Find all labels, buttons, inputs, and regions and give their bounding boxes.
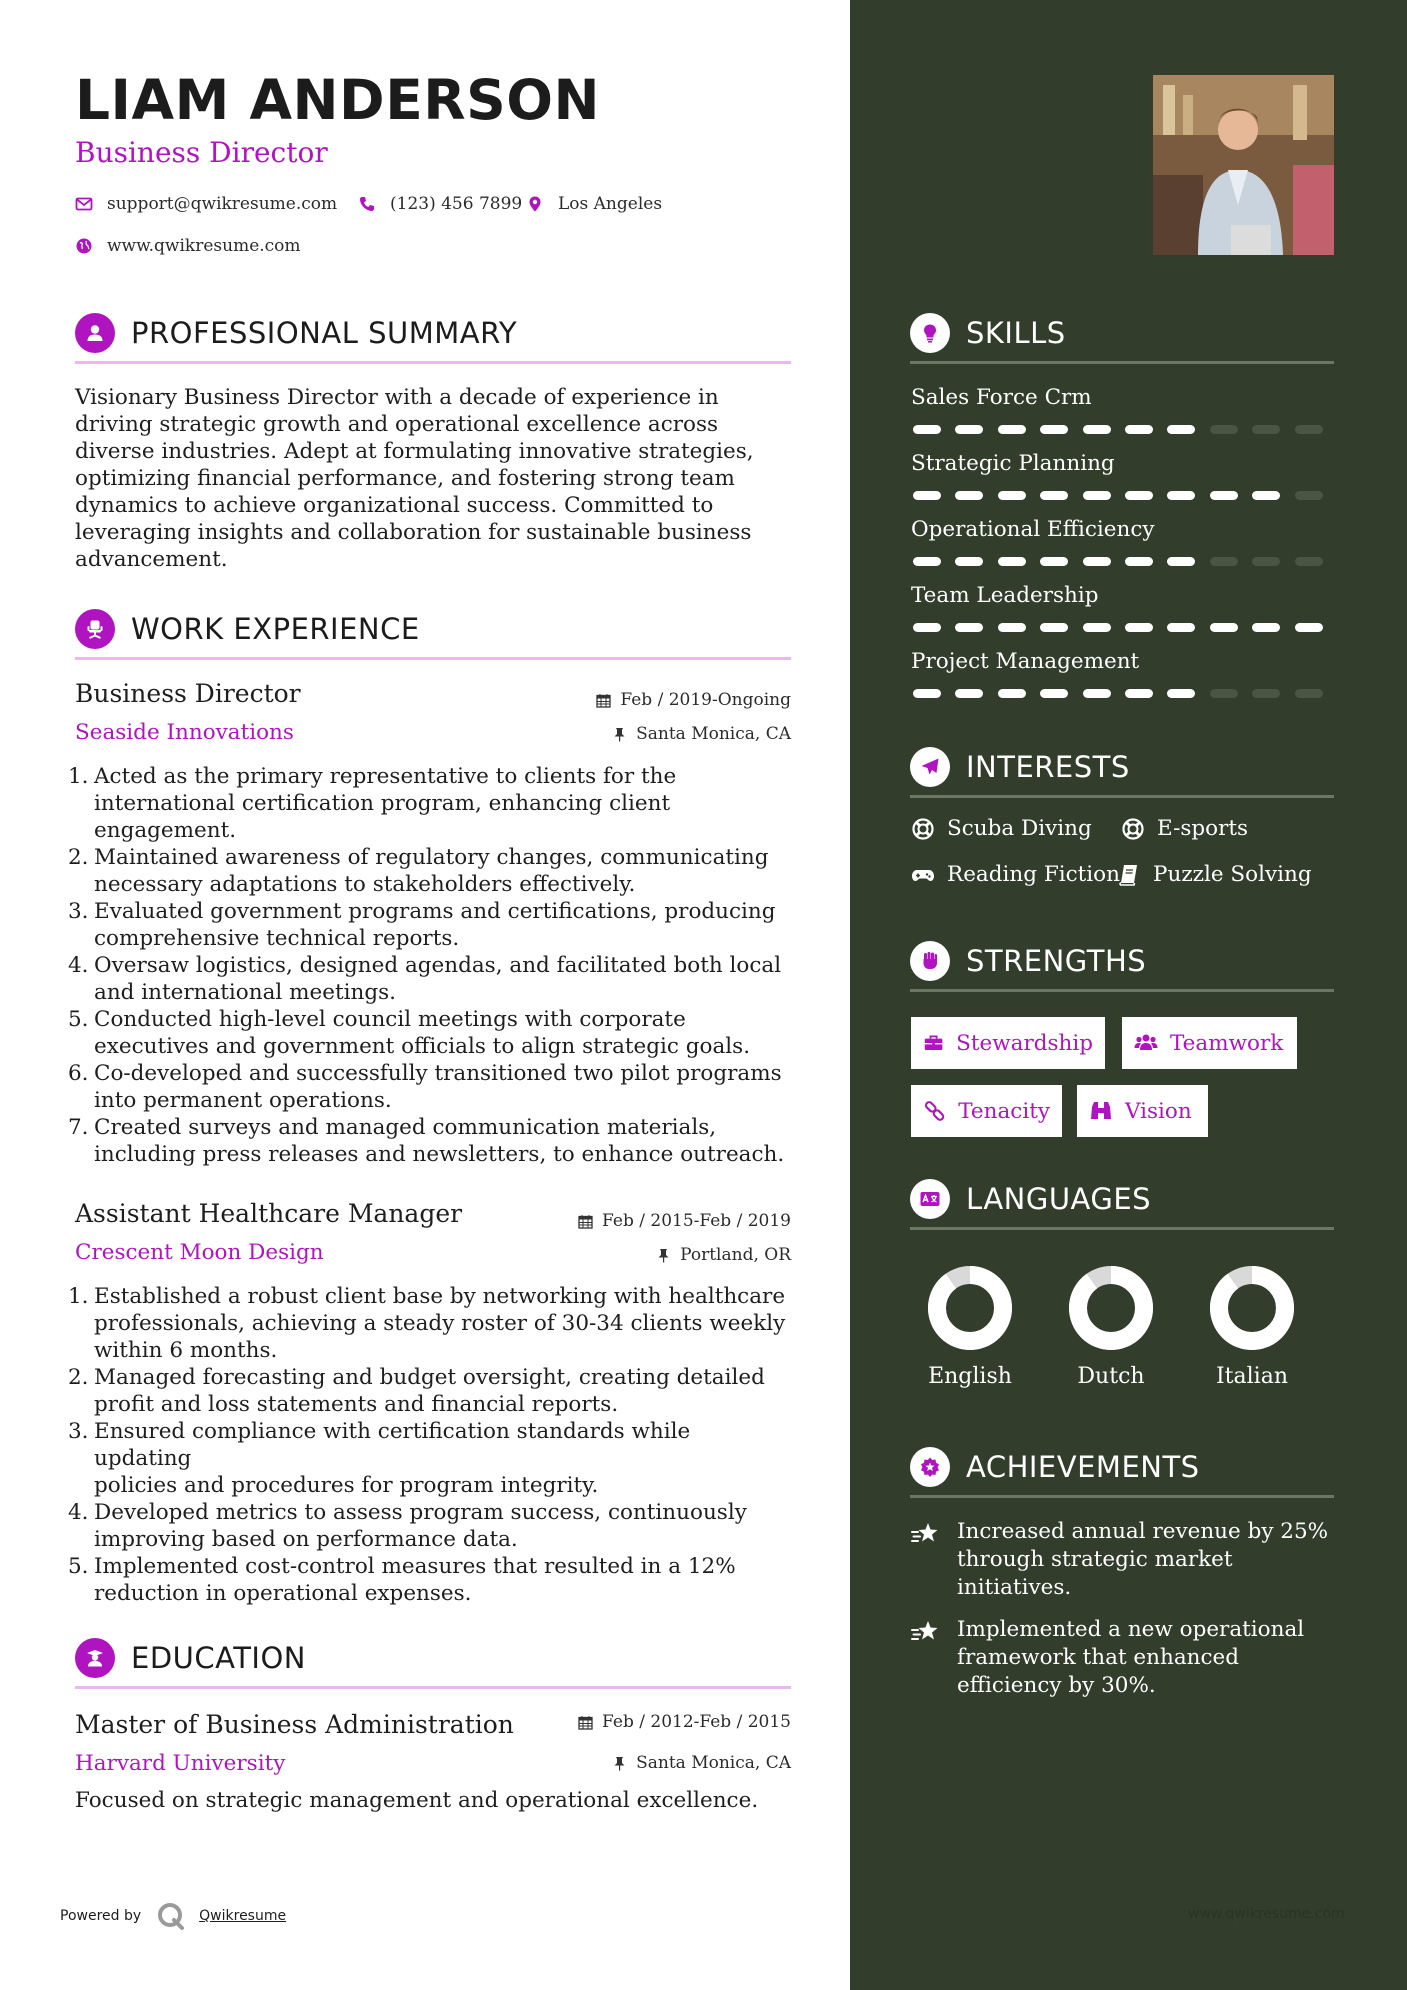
skill-dash-filled [1125,491,1153,500]
footer-url[interactable]: www.qwikresume.com [1188,1906,1345,1922]
list-number: 4. [68,953,89,978]
summary-line: leveraging insights and collaboration for sustainable business [75,520,752,545]
list-line: comprehensive technical reports. [94,926,460,951]
skill-dash-empty [1252,425,1280,434]
skill-name: Operational Efficiency [911,517,1155,542]
list-number: 3. [68,899,89,924]
language-icon [910,1179,950,1219]
list-item [68,1006,791,1060]
job-dates-text: Feb / 2019-Ongoing [620,690,791,710]
skill-dash-filled [1210,491,1238,500]
language-ring-fill [1219,1275,1285,1341]
list-item [68,952,791,1006]
list-number: 4. [68,1500,89,1525]
language-item [1197,1265,1307,1389]
skill-bar [911,491,1335,501]
skill-dash-filled [1252,491,1280,500]
interest-label: Scuba Diving [947,816,1092,841]
lifebuoy-icon [911,817,935,841]
skill-dash-empty [1295,425,1323,434]
skill-dash-empty [1252,689,1280,698]
skill-dash-filled [913,623,941,632]
users-icon [1134,1031,1158,1055]
candidate-name: LIAM ANDERSON [75,68,601,132]
list-item [68,844,791,898]
shooting-star-icon [911,1618,941,1646]
education-heading [75,1637,791,1689]
job-location [656,1245,791,1265]
list-line: Oversaw logistics, designed agendas, and facilitated both local [94,953,782,978]
skill-dash-filled [1125,557,1153,566]
list-line: and international meetings. [94,980,396,1005]
summary-heading [75,312,791,364]
education-school: Harvard University [75,1751,286,1776]
job-dates [596,690,791,710]
education-degree: Master of Business Administration [75,1710,514,1739]
skill-dash-filled [1167,425,1195,434]
phone-text: (123) 456 7899 [390,194,523,214]
contact-website[interactable] [75,236,301,256]
list-item [68,1418,791,1499]
list-number: 1. [68,1284,89,1309]
strength-tag [1077,1085,1208,1137]
achievements-heading-text: ACHIEVEMENTS [966,1449,1200,1484]
skill-bar [911,689,1335,699]
skill-dash-empty [1210,689,1238,698]
experience-heading [75,608,791,660]
globe-icon [75,237,93,255]
summary-line: driving strategic growth and operational excellence across [75,412,719,437]
achievement-text [957,1518,1328,1602]
candidate-title: Business Director [75,136,328,169]
list-number: 2. [68,1365,89,1390]
list-number: 6. [68,1061,89,1086]
skill-dash-filled [998,623,1026,632]
map-pin-icon [526,195,544,213]
list-item [68,1553,791,1607]
list-line: international certification program, enhancing client [94,791,671,816]
list-number: 2. [68,845,89,870]
strengths-heading-text: STRENGTHS [966,943,1147,978]
languages-heading [910,1178,1334,1230]
powered-by-text: Powered by [60,1908,142,1924]
skill-dash-filled [1252,623,1280,632]
skill-dash-filled [955,623,983,632]
contact-phone[interactable] [358,194,522,214]
skill-dash-filled [1167,491,1195,500]
list-line: including press releases and newsletters, to enhance outreach. [94,1142,785,1167]
calendar-icon [596,693,611,708]
list-number: 7. [68,1115,89,1140]
education-heading-text: EDUCATION [131,1640,307,1675]
skill-dash-filled [1083,425,1111,434]
skill-dash-filled [998,689,1026,698]
list-line: profit and loss statements and financial reports. [94,1392,619,1417]
achievements-heading [910,1446,1334,1498]
skill-dash-empty [1295,689,1323,698]
job-dates-text: Feb / 2015-Feb / 2019 [602,1211,791,1231]
list-number: 5. [68,1554,89,1579]
achievement-line: framework that enhanced [957,1645,1240,1670]
list-line: Developed metrics to assess program success, continuously [94,1500,747,1525]
job-location-text: Santa Monica, CA [636,724,791,744]
gamepad-icon [911,863,935,887]
skill-dash-filled [1167,557,1195,566]
summary-heading-text: PROFESSIONAL SUMMARY [131,315,518,350]
list-item [68,898,791,952]
strength-tag [911,1085,1062,1137]
profile-photo [1153,75,1334,255]
list-line: professionals, achieving a steady roster of 30-34 clients weekly [94,1311,786,1336]
summary-line: diverse industries. Adept at formulating innovative strategies, [75,439,754,464]
skill-dash-empty [1295,557,1323,566]
language-item [1056,1265,1166,1389]
email-text: support@qwikresume.com [107,194,338,214]
language-item [915,1265,1025,1389]
calendar-icon [578,1715,593,1730]
graduate-icon [75,1638,115,1678]
skill-name: Sales Force Crm [911,385,1092,410]
skills-heading [910,312,1334,364]
interest-label: Puzzle Solving [1153,862,1312,887]
strength-tag [911,1017,1105,1069]
skill-dash-filled [955,689,983,698]
skill-dash-filled [1167,623,1195,632]
strengths-heading [910,940,1334,992]
skill-bar [911,623,1335,633]
list-line: Co-developed and successfully transitioned two pilot programs [94,1061,782,1086]
skill-bar [911,425,1335,435]
skill-dash-filled [1040,689,1068,698]
job-duties-list [68,1283,791,1607]
list-line: Evaluated government programs and certifications, producing [94,899,776,924]
experience-heading-text: WORK EXPERIENCE [131,611,420,646]
achievement-line: Increased annual revenue by 25% [957,1519,1329,1544]
office-chair-icon [75,609,115,649]
strength-tag [1122,1017,1297,1069]
job-role: Assistant Healthcare Manager [75,1199,463,1228]
job-duties-list [68,763,791,1168]
pushpin-icon [612,1756,627,1771]
pushpin-icon [656,1248,671,1263]
list-line: policies and procedures for program integrity. [94,1473,599,1498]
skill-dash-filled [1083,623,1111,632]
job-location-text: Portland, OR [680,1245,791,1265]
achievement-text [957,1616,1304,1700]
skill-dash-empty [1210,557,1238,566]
interests-heading [910,746,1334,798]
interest-item [1121,816,1248,841]
list-line: reduction in operational expenses. [94,1581,472,1606]
strength-label: Tenacity [958,1098,1050,1124]
calendar-icon [578,1214,593,1229]
language-ring-fill [1078,1275,1144,1341]
achievement-line: Implemented a new operational [957,1617,1305,1642]
summary-line: advancement. [75,547,228,572]
list-item [68,1499,791,1553]
skill-dash-filled [1295,623,1323,632]
star-badge-icon [910,1447,950,1487]
binoculars-icon [1089,1099,1113,1123]
lifebuoy-icon [1121,817,1145,841]
interest-item [1121,862,1312,887]
list-line: necessary adaptations to stakeholders effectively. [94,872,636,897]
language-ring [927,1265,1013,1351]
list-line: Implemented cost-control measures that resulted in a 12% [94,1554,736,1579]
list-line: Conducted high-level council meetings with corporate [94,1007,686,1032]
list-number: 3. [68,1419,89,1444]
skill-name: Strategic Planning [911,451,1115,476]
skill-dash-filled [1040,425,1068,434]
list-line: improving based on performance data. [94,1527,518,1552]
qwikresume-link[interactable]: Qwikresume [199,1908,287,1924]
pushpin-icon [612,727,627,742]
list-line: Created surveys and managed communication materials, [94,1115,717,1140]
skill-dash-filled [955,557,983,566]
interests-heading-text: INTERESTS [966,749,1130,784]
phone-icon [358,195,376,213]
education-location [612,1753,791,1773]
skill-dash-filled [998,557,1026,566]
location-text: Los Angeles [558,194,663,214]
job-company: Seaside Innovations [75,720,294,745]
shooting-star-icon [911,1520,941,1548]
skill-bar [911,557,1335,567]
skill-dash-filled [1040,557,1068,566]
interest-item [911,862,1120,887]
skill-dash-filled [913,425,941,434]
interest-label: Reading Fiction [947,862,1120,887]
skill-dash-filled [955,491,983,500]
list-line: engagement. [94,818,237,843]
list-line: Ensured compliance with certification standards while updating [94,1419,691,1471]
powered-by [60,1900,286,1932]
skill-name: Project Management [911,649,1140,674]
achievement-line: initiatives. [957,1575,1072,1600]
interest-label: E-sports [1157,816,1249,841]
skill-name: Team Leadership [911,583,1099,608]
list-number: 5. [68,1007,89,1032]
job-dates [578,1211,791,1231]
interest-item [911,816,1092,841]
briefcase-icon [923,1031,944,1055]
achievement-line: through strategic market [957,1547,1233,1572]
education-description: Focused on strategic management and operational excellence. [75,1788,759,1813]
skill-dash-filled [1167,689,1195,698]
job-company: Crescent Moon Design [75,1240,324,1265]
user-icon [75,313,115,353]
skill-dash-empty [1210,425,1238,434]
skills-heading-text: SKILLS [966,315,1066,350]
strength-label: Stewardship [956,1030,1093,1056]
list-number: 1. [68,764,89,789]
skill-dash-filled [1083,689,1111,698]
list-line: Acted as the primary representative to clients for the [94,764,677,789]
education-dates [578,1712,791,1732]
summary-line: optimizing financial performance, and fostering strong team [75,466,735,491]
list-line: Managed forecasting and budget oversight, creating detailed [94,1365,765,1390]
skill-dash-filled [1125,425,1153,434]
strength-label: Teamwork [1170,1030,1284,1056]
achievement-item [911,1616,1335,1700]
summary-line: dynamics to achieve organizational success. Committed to [75,493,714,518]
book-icon [1117,863,1141,887]
list-item [68,1114,791,1168]
envelope-icon [75,195,93,213]
skill-dash-filled [1040,623,1068,632]
skill-dash-filled [1083,491,1111,500]
education-location-text: Santa Monica, CA [636,1753,791,1773]
list-line: within 6 months. [94,1338,278,1363]
language-ring [1209,1265,1295,1351]
achievement-item [911,1518,1335,1602]
education-dates-text: Feb / 2012-Feb / 2015 [602,1712,791,1732]
link-icon [923,1099,946,1123]
list-line: Maintained awareness of regulatory changes, communicating [94,845,769,870]
contact-location [526,194,662,214]
list-line: executives and government officials to align strategic goals. [94,1034,751,1059]
strength-label: Vision [1125,1098,1192,1124]
skill-dash-filled [998,425,1026,434]
skill-dash-filled [1125,623,1153,632]
language-name: Dutch [1077,1364,1145,1389]
summary-line: Visionary Business Director with a decade of experience in [75,385,719,410]
achievement-line: efficiency by 30%. [957,1673,1156,1698]
language-name: Italian [1215,1364,1288,1389]
skill-dash-filled [1083,557,1111,566]
fist-icon [910,941,950,981]
skill-dash-filled [1125,689,1153,698]
lightbulb-icon [910,313,950,353]
skill-dash-empty [1295,491,1323,500]
contact-email[interactable] [75,194,337,214]
summary-text [75,384,791,573]
list-line: into permanent operations. [94,1088,392,1113]
skill-dash-filled [998,491,1026,500]
list-item [68,1283,791,1364]
qwikresume-logo-icon [155,1900,187,1932]
skill-dash-filled [1040,491,1068,500]
list-item [68,1060,791,1114]
skill-dash-filled [913,689,941,698]
list-line: Established a robust client base by networking with healthcare [94,1284,786,1309]
skill-dash-empty [1252,557,1280,566]
list-item [68,763,791,844]
language-name: English [928,1364,1012,1389]
skill-dash-filled [913,557,941,566]
list-item [68,1364,791,1418]
skill-dash-filled [913,491,941,500]
job-location [612,724,791,744]
website-text: www.qwikresume.com [107,236,301,256]
paper-plane-icon [910,747,950,787]
languages-heading-text: LANGUAGES [966,1181,1152,1216]
language-ring [1068,1265,1154,1351]
skill-dash-filled [955,425,983,434]
job-role: Business Director [75,679,301,708]
language-ring-fill [937,1275,1003,1341]
skill-dash-filled [1210,623,1238,632]
